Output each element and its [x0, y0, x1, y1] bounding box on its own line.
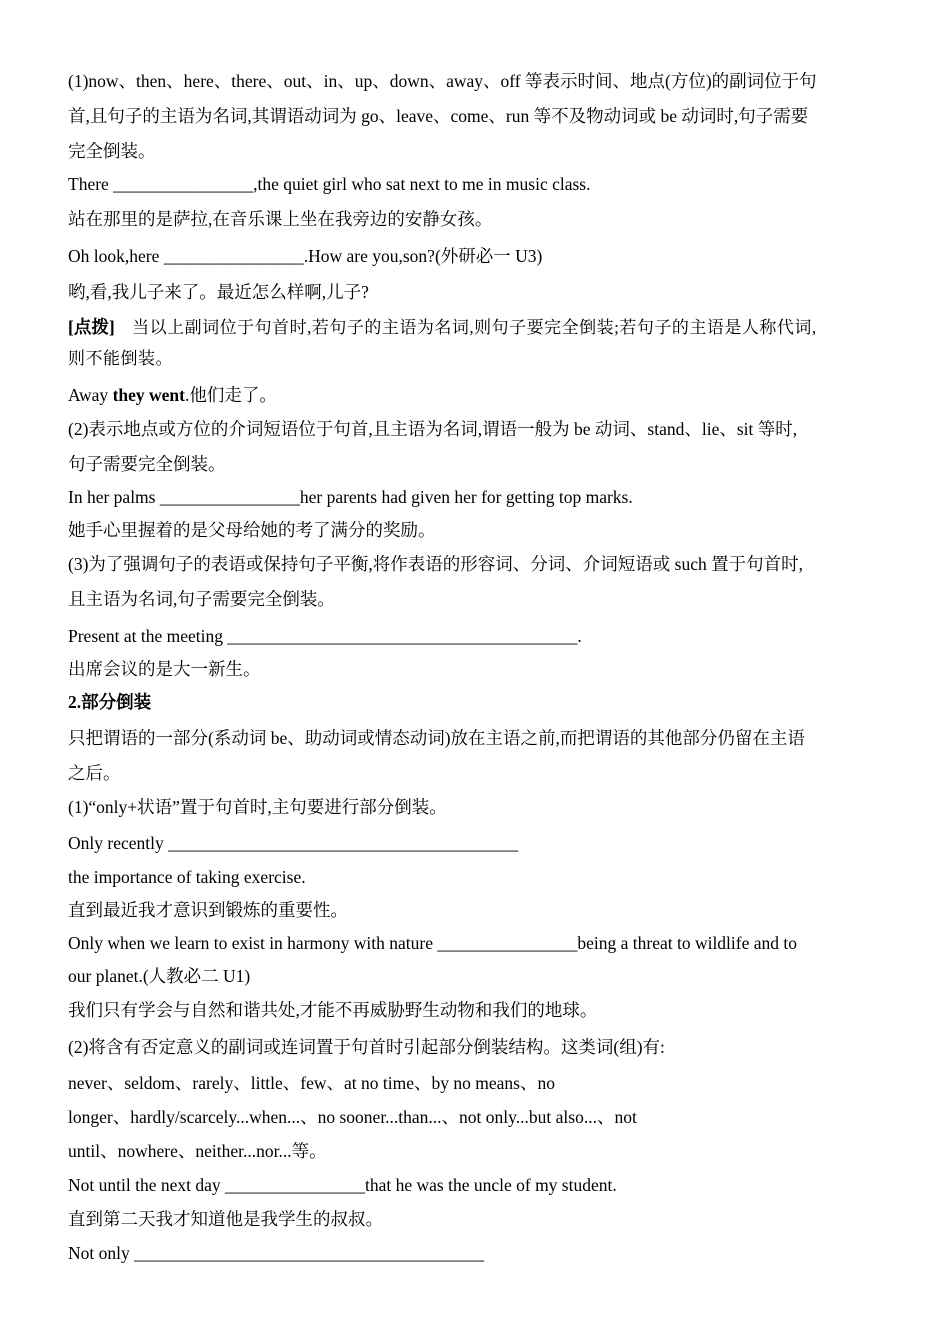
translation-line: 站在那里的是萨拉,在音乐课上坐在我旁边的安静女孩。	[68, 209, 493, 229]
exercise-sentence: There ________________,the quiet girl who sat next to me in music class.	[68, 174, 591, 194]
exercise-sentence: Only when we learn to exist in harmony with nature ________________being a threat to wildlife and to	[68, 933, 798, 953]
example-suffix: .	[184, 385, 190, 405]
tip-text: 当以上副词位于句首时,若句子的主语为名词,则句子要完全倒装;若句子的主语是人称代词,	[132, 318, 817, 337]
exercise-sentence: Not only ________________________________________	[68, 1243, 485, 1263]
exercise-sentence: our planet.(人教必二 U1)	[68, 966, 251, 986]
text-line: (2)表示地点或方位的介词短语位于句首,且主语为名词,谓语一般为 be 动词、stand、lie、sit 等时,	[68, 419, 798, 439]
word-list: until、nowhere、neither...nor...等。	[68, 1141, 327, 1161]
word-list: longer、hardly/scarcely...when...、no sooner...than...、not only...but also...、not	[68, 1107, 637, 1127]
translation-line: 直到第二天我才知道他是我学生的叔叔。	[68, 1209, 383, 1229]
exercise-sentence: Oh look,here ________________.How are you,son?(外研必一 U3)	[68, 246, 543, 266]
exercise-sentence: Not until the next day ________________that he was the uncle of my student.	[68, 1175, 617, 1195]
translation-line: 直到最近我才意识到锻炼的重要性。	[68, 900, 348, 920]
text-line: 完全倒装。	[68, 141, 156, 161]
translation-line: 出席会议的是大一新生。	[68, 659, 261, 679]
tip-tag: [点拨]	[68, 317, 115, 337]
word-list: never、seldom、rarely、little、few、at no time、by no means、no	[68, 1073, 555, 1093]
text-line: (3)为了强调句子的表语或保持句子平衡,将作表语的形容词、分词、介词短语或 such 置于句首时,	[68, 554, 803, 574]
section-heading: 2.部分倒装	[68, 692, 152, 712]
text-line: (2)将含有否定意义的副词或连词置于句首时引起部分倒装结构。这类词(组)有:	[68, 1037, 665, 1057]
text-line: (1)“only+状语”置于句首时,主句要进行部分倒装。	[68, 797, 447, 817]
translation-line: 她手心里握着的是父母给她的考了满分的奖励。	[68, 520, 436, 540]
exercise-sentence: the importance of taking exercise.	[68, 867, 306, 887]
exercise-sentence: Only recently ________________________________________	[68, 833, 519, 853]
text-line: 之后。	[68, 763, 121, 783]
text-line: 首,且句子的主语为名词,其谓语动词为 go、leave、come、run 等不及物动词或 be 动词时,句子需要	[68, 106, 809, 126]
example-line	[68, 384, 888, 406]
example-translation: 他们走了。	[189, 385, 277, 405]
tip-line	[68, 316, 888, 339]
text-line: 只把谓语的一部分(系动词 be、助动词或情态动词)放在主语之前,而把谓语的其他部分仍留在主语	[68, 728, 805, 748]
text-line: 句子需要完全倒装。	[68, 454, 226, 474]
exercise-sentence: Present at the meeting ________________________________________.	[68, 626, 582, 646]
example-bold: they went	[112, 385, 185, 405]
exercise-sentence: In her palms ________________her parents had given her for getting top marks.	[68, 487, 633, 507]
text-line: 且主语为名词,句子需要完全倒装。	[68, 589, 335, 609]
example-prefix: Away	[68, 385, 113, 405]
text-line: (1)now、then、here、there、out、in、up、down、away、off 等表示时间、地点(方位)的副词位于句	[68, 71, 817, 91]
translation-line: 我们只有学会与自然和谐共处,才能不再威胁野生动物和我们的地球。	[68, 1000, 598, 1020]
tip-text: 则不能倒装。	[68, 349, 173, 368]
translation-line: 哟,看,我儿子来了。最近怎么样啊,儿子?	[68, 282, 369, 302]
